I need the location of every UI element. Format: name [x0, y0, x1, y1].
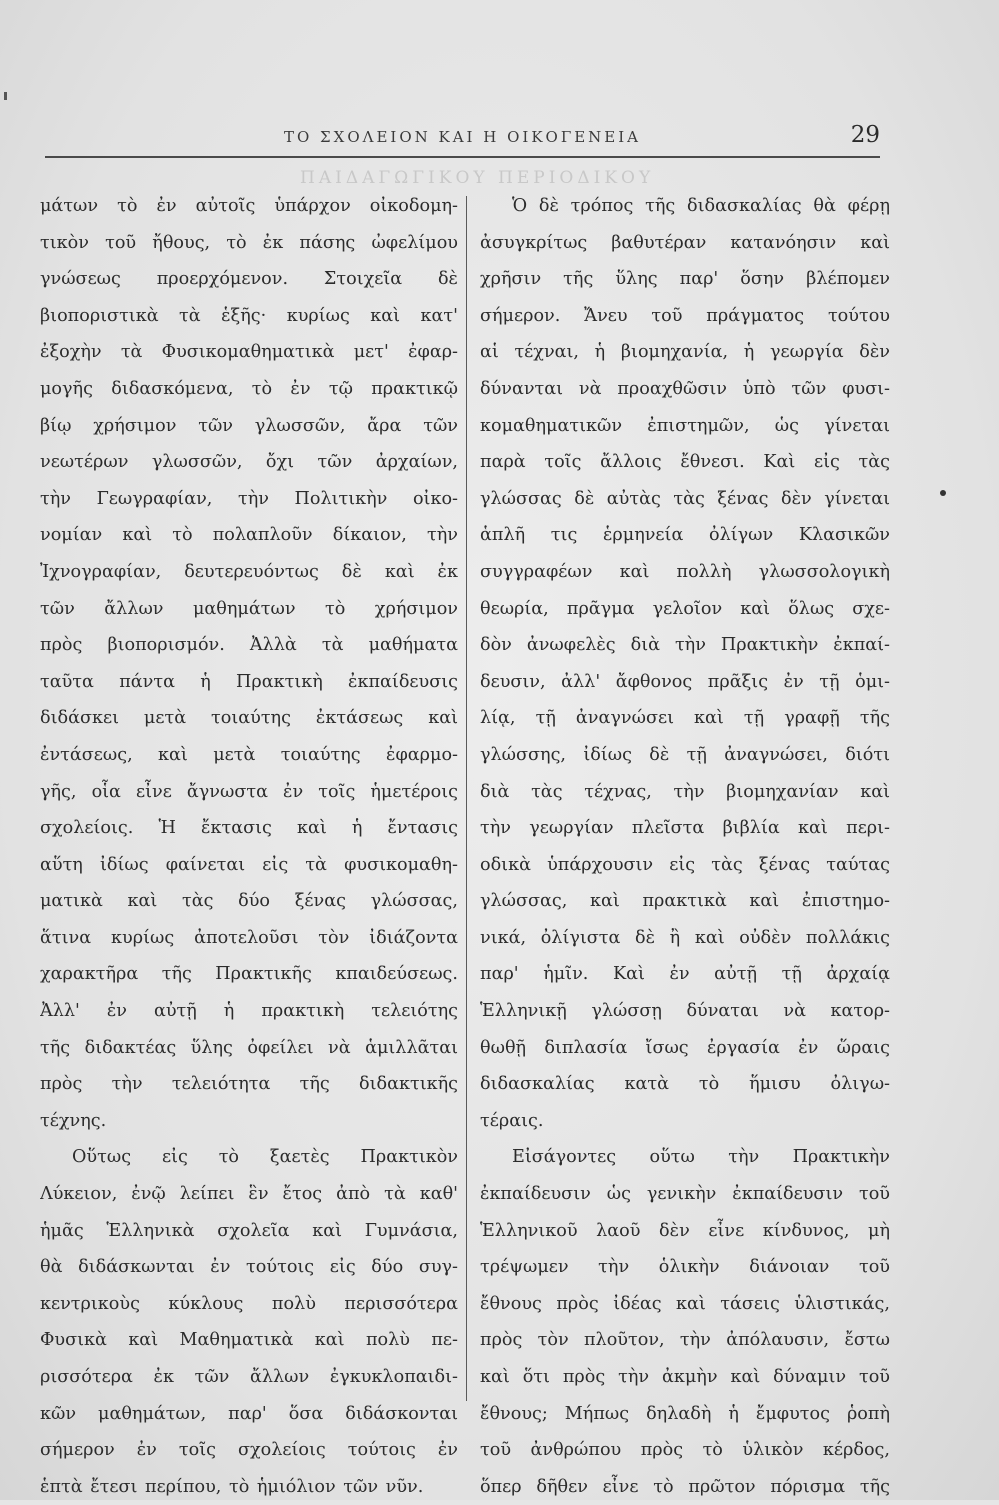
text-line: Ὁ δὲ τρόπος τῆς διδασκαλίας θὰ φέρῃ [512, 196, 890, 216]
text-line: οδικὰ ὑπάρχουσιν εἰς τὰς ξένας ταύτας [480, 854, 890, 875]
text-line: θωθῇ διπλασία ἴσως ἐργασία ἐν ὥραις [480, 1037, 890, 1058]
text-line: δευσιν, ἀλλ' ἄφθονος πρᾶξις ἐν τῇ ὁμι- [480, 671, 890, 692]
text-line: σήμερον ἐν τοῖς σχολείοις τούτοις ἐν [40, 1440, 458, 1461]
text-line: μογῆς διδασκόμενα, τὸ ἐν τῷ πρακτικῷ [40, 378, 458, 399]
text-line: ταῦτα πάντα ἡ Πρακτικὴ ἐκπαίδευσις [40, 671, 458, 692]
text-line: θεωρία, πρᾶγμα γελοῖον καὶ ὅλως σχε- [480, 598, 890, 619]
text-line: βίῳ χρήσιμον τῶν γλωσσῶν, ἄρα τῶν [40, 415, 458, 436]
text-line: παρὰ τοῖς ἄλλοις ἔθνεσι. Καὶ εἰς τὰς [480, 452, 890, 473]
text-line: τὴν Γεωγραφίαν, τὴν Πολιτικὴν οἰκο- [40, 488, 458, 509]
text-line: ματικὰ καὶ τὰς δύο ξένας γλώσσας, [40, 891, 458, 912]
column-divider [466, 196, 467, 1401]
text-line: νομίαν καὶ τὸ πολαπλοῦν δίκαιον, τὴν [40, 525, 458, 546]
text-line: κῶν μαθημάτων, παρ' ὅσα διδάσκονται [40, 1403, 458, 1424]
right-column [480, 188, 890, 1505]
running-title: ΤΟ ΣΧΟΛΕΙΟΝ ΚΑΙ Η ΟΙΚΟΓΕΝΕΙΑ [283, 128, 642, 146]
text-line: Ἑλληνικοῦ λαοῦ δὲν εἶνε κίνδυνος, μὴ [480, 1220, 890, 1241]
text-line: ὅπερ δῆθεν εἶνε τὸ πρῶτον πόρισμα τῆς [480, 1476, 890, 1497]
text-line: νικά, ὀλίγιστα δὲ ἢ καὶ οὐδὲν πολλάκις [480, 927, 890, 948]
text-line: τοῦ ἀνθρώπου πρὸς τὸ ὑλικὸν κέρδος, [480, 1440, 890, 1461]
text-line: μάτων τὸ ἐν αὐτοῖς ὑπάρχον οἰκοδομη- [40, 196, 458, 216]
text-line: γνώσεως προερχόμενον. Στοιχεῖα δὲ [40, 269, 458, 290]
text-line: πρὸς βιοπορισμόν. Ἀλλὰ τὰ μαθήματα [40, 635, 458, 656]
text-line: χρῆσιν τῆς ὕλης παρ' ὅσην βλέπομεν [480, 269, 890, 290]
text-line: παρ' ἡμῖν. Καὶ ἐν αὐτῇ τῇ ἀρχαίᾳ [480, 964, 890, 985]
text-line: σχολείοις. Ἡ ἔκτασις καὶ ἡ ἔντασις [40, 818, 458, 839]
text-line: πρὸς τὴν τελειότητα τῆς διδακτικῆς [40, 1074, 458, 1095]
text-line: δὸν ἀνωφελὲς διὰ τὴν Πρακτικὴν ἐκπαί- [480, 635, 890, 656]
text-line: Ἀλλ' ἐν αὐτῇ ἡ πρακτικὴ τελειότης [40, 1001, 458, 1022]
margin-dot [940, 490, 946, 496]
text-line: καὶ ὅτι πρὸς τὴν ἀκμὴν καὶ δύναμιν τοῦ [480, 1367, 890, 1387]
text-line: γλώσσης, ἰδίως δὲ τῇ ἀναγνώσει, διότι [480, 744, 890, 765]
text-line: ἅτινα κυρίως ἀποτελοῦσι τὸν ἰδιάζοντα [40, 927, 458, 948]
text-line: πρὸς τὸν πλοῦτον, τὴν ἀπόλαυσιν, ἔστω [480, 1330, 890, 1351]
running-header [45, 118, 880, 152]
text-line: θὰ διδάσκωνται ἐν τούτοις εἰς δύο συγ- [40, 1257, 458, 1278]
text-line: ἁπλῆ τις ἑρμηνεία ὀλίγων Κλασικῶν [480, 525, 890, 546]
text-line: τρέψωμεν τὴν ὁλικὴν διάνοιαν τοῦ [480, 1257, 890, 1278]
text-line: τέραις. [480, 1110, 544, 1131]
text-line: Ἑλληνικῇ γλώσσῃ δύναται νὰ κατορ- [480, 1001, 890, 1022]
text-line: νεωτέρων γλωσσῶν, ὄχι τῶν ἀρχαίων, [40, 452, 458, 473]
text-line: ἐξοχὴν τὰ Φυσικομαθηματικὰ μετ' ἐφαρ- [40, 342, 458, 363]
text-line: Λύκειον, ἐνῷ λείπει ἓν ἔτος ἀπὸ τὰ καθ' [40, 1184, 458, 1205]
text-line: γλώσσας δὲ αὐτὰς τὰς ξένας δὲν γίνεται [480, 488, 890, 509]
text-line: διδασκαλίας κατὰ τὸ ἥμισυ ὀλιγω- [480, 1074, 890, 1095]
text-line: ἐκπαίδευσιν ὡς γενικὴν ἐκπαίδευσιν τοῦ [480, 1184, 890, 1205]
text-line: ἐντάσεως, καὶ μετὰ τοιαύτης ἐφαρμο- [40, 744, 458, 765]
text-line: σήμερον. Ἄνευ τοῦ πράγματος τούτου [480, 305, 890, 326]
text-line: κομαθηματικῶν ἐπιστημῶν, ὡς γίνεται [480, 415, 890, 436]
text-line: γλώσσας, καὶ πρακτικὰ καὶ ἐπιστημο- [480, 891, 890, 912]
text-line: Φυσικὰ καὶ Μαθηματικὰ καὶ πολὺ πε- [40, 1330, 458, 1351]
margin-mark [4, 92, 7, 100]
text-line: δύνανται νὰ προαχθῶσιν ὑπὸ τῶν φυσι- [480, 378, 890, 399]
text-line: τέχνης. [40, 1110, 107, 1131]
text-line: αἱ τέχναι, ἡ βιομηχανία, ἡ γεωργία δὲν [480, 342, 890, 363]
text-line: ἑπτὰ ἔτεσι περίπου, τὸ ἡμιόλιον τῶν νῦν. [40, 1476, 424, 1497]
bleed-through-text: ΠΑΙΔΑΓΩΓΙΚΟΥ ΠΕΡΙΟΔΙΚΟΥ [300, 168, 655, 188]
text-line: αὕτη ἰδίως φαίνεται εἰς τὰ φυσικομαθη- [40, 854, 458, 875]
text-line: Οὕτως εἰς τὸ ξαετὲς Πρακτικὸν [72, 1147, 458, 1168]
text-line: ἔθνους πρὸς ἰδέας καὶ τάσεις ὑλιστικάς, [480, 1293, 890, 1314]
text-line: ρισσότερα ἐκ τῶν ἄλλων ἐγκυκλοπαιδι- [40, 1367, 458, 1387]
text-line: τὴν γεωργίαν πλεῖστα βιβλία καὶ περι- [480, 818, 890, 839]
text-line: τῆς διδακτέας ὕλης ὀφείλει νὰ ἁμιλλᾶται [40, 1037, 458, 1058]
text-line: ἡμᾶς Ἑλληνικὰ σχολεῖα καὶ Γυμνάσια, [40, 1220, 458, 1241]
header-rule [45, 156, 880, 158]
text-line: Ἰχνογραφίαν, δευτερευόντως δὲ καὶ ἐκ [40, 561, 458, 582]
text-line: διδάσκει μετὰ τοιαύτης ἐκτάσεως καὶ [40, 708, 458, 729]
text-line: συγγραφέων καὶ πολλὴ γλωσσολογικὴ [480, 561, 890, 582]
text-line: ἔθνους; Μήπως δηλαδὴ ἡ ἔμφυτος ῥοπὴ [480, 1403, 890, 1424]
text-line: κεντρικοὺς κύκλους πολὺ περισσότερα [40, 1293, 458, 1314]
left-column [40, 188, 458, 1505]
text-line: τῶν ἄλλων μαθημάτων τὸ χρήσιμον [40, 598, 458, 619]
text-line: γῆς, οἷα εἶνε ἄγνωστα ἐν τοῖς ἡμετέροις [40, 781, 458, 802]
page-number: 29 [850, 122, 880, 148]
text-line: βιοποριστικὰ τὰ ἑξῆς· κυρίως καὶ κατ' [40, 305, 458, 326]
text-line: τικὸν τοῦ ἤθους, τὸ ἐκ πάσης ὠφελίμου [40, 232, 458, 253]
text-line: ἀσυγκρίτως βαθυτέραν κατανόησιν καὶ [480, 232, 890, 253]
text-line: λίᾳ, τῇ ἀναγνώσει καὶ τῇ γραφῇ τῆς [480, 708, 890, 729]
text-line: Εἰσάγοντες οὕτω τὴν Πρακτικὴν [512, 1147, 890, 1168]
text-line: χαρακτῆρα τῆς Πρακτικῆς κπαιδεύσεως. [40, 964, 458, 985]
text-line: διὰ τὰς τέχνας, τὴν βιομηχανίαν καὶ [480, 781, 890, 802]
